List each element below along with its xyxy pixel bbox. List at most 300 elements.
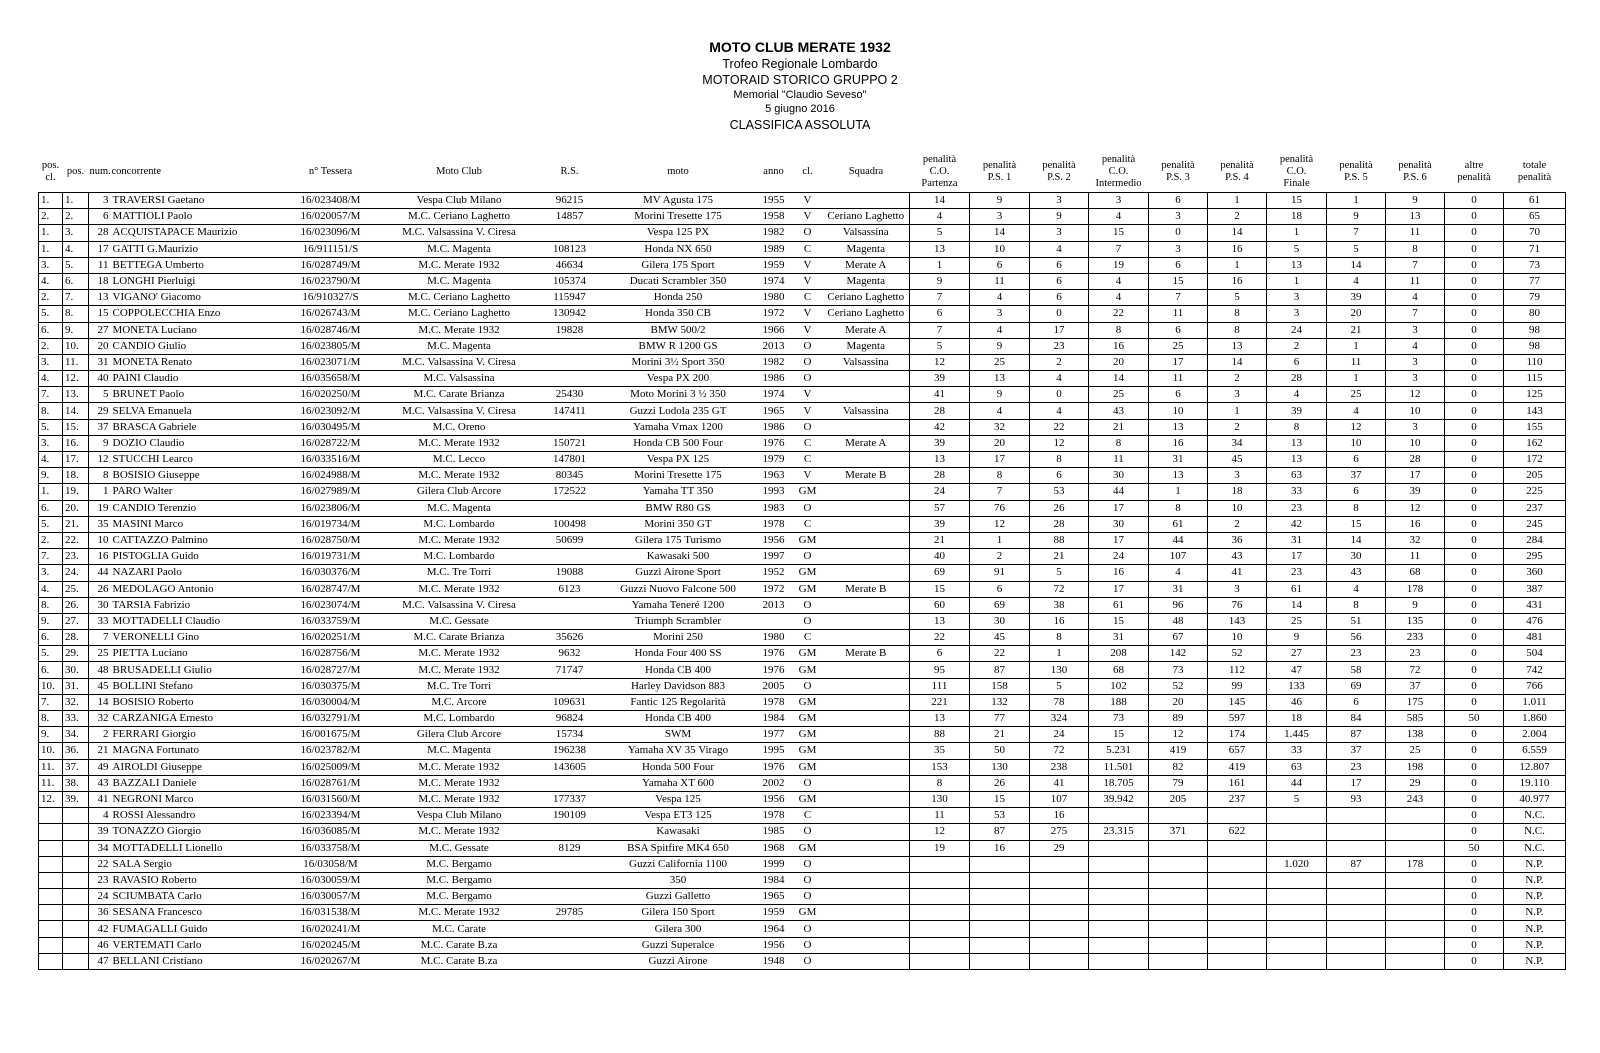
cell-squadra xyxy=(823,193,910,209)
cell-concorrente: PISTOGLIA Guido xyxy=(111,549,281,565)
cell-pen-co-intermedio: 11 xyxy=(1089,452,1149,468)
cell-totale-penalita: 431 xyxy=(1504,597,1566,613)
cell-pos-cl xyxy=(39,856,63,872)
cell-pos: 21. xyxy=(63,516,89,532)
cell-squadra xyxy=(823,532,910,548)
cell-squadra xyxy=(823,921,910,937)
cell-pen-co-partenza: 88 xyxy=(910,727,970,743)
cell-moto: Yamaha Vmax 1200 xyxy=(602,419,755,435)
cell-tessera: 16/030375/M xyxy=(281,678,381,694)
cell-squadra: Ceriano Laghetto xyxy=(823,209,910,225)
cell-pen-ps6 xyxy=(1386,937,1445,953)
cell-pos: 36. xyxy=(63,743,89,759)
cell-pen-ps4 xyxy=(1208,905,1267,921)
cell-concorrente: TRAVERSI Gaetano xyxy=(111,193,281,209)
cell-num: 5 xyxy=(89,387,111,403)
cell-pen-ps1 xyxy=(970,856,1030,872)
cell-num: 34 xyxy=(89,840,111,856)
cell-pen-ps6: 11 xyxy=(1386,273,1445,289)
cell-pen-co-partenza: 13 xyxy=(910,452,970,468)
cell-cl: V xyxy=(793,322,823,338)
cell-num: 31 xyxy=(89,354,111,370)
cell-pen-ps3: 44 xyxy=(1149,532,1208,548)
cell-totale-penalita: 172 xyxy=(1504,452,1566,468)
cell-moto: Morini 3½ Sport 350 xyxy=(602,354,755,370)
cell-moto: BMW 500/2 xyxy=(602,322,755,338)
cell-anno: 1984 xyxy=(755,872,793,888)
cell-pen-ps6: 17 xyxy=(1386,468,1445,484)
cell-concorrente: FERRARI Giorgio xyxy=(111,727,281,743)
table-row xyxy=(39,597,1566,613)
cell-rs xyxy=(538,225,602,241)
cell-pos-cl: 1. xyxy=(39,193,63,209)
cell-pen-co-intermedio: 22 xyxy=(1089,306,1149,322)
cell-pen-ps4: 8 xyxy=(1208,322,1267,338)
cell-pen-ps6: 138 xyxy=(1386,727,1445,743)
cell-altre-penalita: 0 xyxy=(1445,921,1504,937)
cell-concorrente: CARZANIGA Ernesto xyxy=(111,711,281,727)
cell-moto: Gilera 175 Turismo xyxy=(602,532,755,548)
cell-pen-ps1: 25 xyxy=(970,354,1030,370)
cell-pen-co-intermedio xyxy=(1089,937,1149,953)
cell-pen-ps1: 87 xyxy=(970,662,1030,678)
cell-concorrente: COPPOLECCHIA Enzo xyxy=(111,306,281,322)
cell-moto-club: Gilera Club Arcore xyxy=(381,727,538,743)
cell-concorrente: LONGHI Pierluigi xyxy=(111,273,281,289)
table-row xyxy=(39,953,1566,969)
cell-pen-ps5: 10 xyxy=(1327,435,1386,451)
cell-concorrente: BRUNET Paolo xyxy=(111,387,281,403)
cell-pen-ps6: 3 xyxy=(1386,419,1445,435)
cell-concorrente: MOTTADELLI Lionello xyxy=(111,840,281,856)
cell-squadra: Merate B xyxy=(823,581,910,597)
cell-pen-ps2: 6 xyxy=(1030,273,1089,289)
cell-num: 32 xyxy=(89,711,111,727)
cell-pos-cl: 2. xyxy=(39,209,63,225)
cell-anno: 1965 xyxy=(755,403,793,419)
cell-altre-penalita: 0 xyxy=(1445,597,1504,613)
cell-pen-ps4: 2 xyxy=(1208,516,1267,532)
cell-num: 17 xyxy=(89,241,111,257)
cell-pen-co-partenza: 130 xyxy=(910,791,970,807)
cell-moto: BMW R 1200 GS xyxy=(602,338,755,354)
cell-pen-co-finale: 18 xyxy=(1267,711,1327,727)
cell-pen-co-intermedio: 73 xyxy=(1089,711,1149,727)
cell-pos-cl: 2. xyxy=(39,338,63,354)
cell-altre-penalita: 0 xyxy=(1445,889,1504,905)
cell-concorrente: CANDIO Giulio xyxy=(111,338,281,354)
cell-pen-ps2: 16 xyxy=(1030,808,1089,824)
cell-totale-penalita: 476 xyxy=(1504,613,1566,629)
cell-cl: GM xyxy=(793,694,823,710)
cell-rs xyxy=(538,678,602,694)
cell-moto: Kawasaki xyxy=(602,824,755,840)
cell-num: 29 xyxy=(89,403,111,419)
cell-anno: 1980 xyxy=(755,290,793,306)
cell-pen-ps2 xyxy=(1030,905,1089,921)
cell-num: 26 xyxy=(89,581,111,597)
cell-anno: 1997 xyxy=(755,549,793,565)
cell-pos xyxy=(63,889,89,905)
cell-pen-co-intermedio: 68 xyxy=(1089,662,1149,678)
cell-pen-co-partenza: 12 xyxy=(910,824,970,840)
cell-pen-co-intermedio: 3 xyxy=(1089,193,1149,209)
cell-moto: Fantic 125 Regolarità xyxy=(602,694,755,710)
cell-concorrente: MOTTADELLI Claudio xyxy=(111,613,281,629)
cell-pos-cl xyxy=(39,808,63,824)
cell-pen-ps4: 145 xyxy=(1208,694,1267,710)
cell-moto-club: M.C. Bergamo xyxy=(381,856,538,872)
cell-tessera: 16/028746/M xyxy=(281,322,381,338)
cell-pen-ps3 xyxy=(1149,921,1208,937)
table-row xyxy=(39,387,1566,403)
cell-moto: Moto Morini 3 ½ 350 xyxy=(602,387,755,403)
cell-totale-penalita: N.C. xyxy=(1504,840,1566,856)
cell-pen-ps6: 32 xyxy=(1386,532,1445,548)
cell-pen-co-finale: 24 xyxy=(1267,322,1327,338)
cell-pos: 16. xyxy=(63,435,89,451)
cell-pen-ps4: 161 xyxy=(1208,775,1267,791)
cell-squadra: Merate A xyxy=(823,435,910,451)
cell-moto-club: M.C. Merate 1932 xyxy=(381,257,538,273)
cell-pen-ps4 xyxy=(1208,840,1267,856)
cell-pen-co-partenza: 69 xyxy=(910,565,970,581)
cell-tessera: 16/026743/M xyxy=(281,306,381,322)
cell-pen-ps3: 15 xyxy=(1149,273,1208,289)
cell-num: 39 xyxy=(89,824,111,840)
cell-moto: BSA Spitfire MK4 650 xyxy=(602,840,755,856)
cell-num: 19 xyxy=(89,500,111,516)
club-title: MOTO CLUB MERATE 1932 xyxy=(709,39,891,55)
cell-pen-ps5: 21 xyxy=(1327,322,1386,338)
cell-tessera: 16/031538/M xyxy=(281,905,381,921)
cell-pen-ps5: 1 xyxy=(1327,371,1386,387)
cell-pen-ps4: 237 xyxy=(1208,791,1267,807)
cell-altre-penalita: 0 xyxy=(1445,209,1504,225)
cell-moto-club: M.C. Oreno xyxy=(381,419,538,435)
cell-totale-penalita: 481 xyxy=(1504,630,1566,646)
cell-pos: 37. xyxy=(63,759,89,775)
cell-pen-co-finale: 9 xyxy=(1267,630,1327,646)
cell-cl: V xyxy=(793,257,823,273)
cell-moto: Yamaha XT 600 xyxy=(602,775,755,791)
column-header-tessera: n° Tessera xyxy=(308,166,353,177)
cell-pen-co-intermedio xyxy=(1089,921,1149,937)
cell-concorrente: TARSIA Fabrizio xyxy=(111,597,281,613)
cell-altre-penalita: 0 xyxy=(1445,354,1504,370)
cell-pen-ps2: 275 xyxy=(1030,824,1089,840)
cell-pen-co-intermedio: 15 xyxy=(1089,613,1149,629)
cell-pos xyxy=(63,937,89,953)
cell-pen-co-intermedio: 15 xyxy=(1089,727,1149,743)
cell-concorrente: MEDOLAGO Antonio xyxy=(111,581,281,597)
cell-pen-ps6: 13 xyxy=(1386,209,1445,225)
cell-rs xyxy=(538,354,602,370)
cell-pen-co-partenza xyxy=(910,872,970,888)
cell-tessera: 16/025009/M xyxy=(281,759,381,775)
cell-pen-ps6: 7 xyxy=(1386,257,1445,273)
cell-pos-cl: 7. xyxy=(39,387,63,403)
cell-moto-club: Vespa Club Milano xyxy=(381,193,538,209)
cell-concorrente: MAGNA Fortunato xyxy=(111,743,281,759)
cell-squadra xyxy=(823,905,910,921)
table-row xyxy=(39,516,1566,532)
cell-pos: 1. xyxy=(63,193,89,209)
table-row xyxy=(39,338,1566,354)
table-row xyxy=(39,354,1566,370)
cell-anno: 1986 xyxy=(755,419,793,435)
cell-totale-penalita: 61 xyxy=(1504,193,1566,209)
cell-pen-ps5: 4 xyxy=(1327,581,1386,597)
cell-pen-co-partenza: 22 xyxy=(910,630,970,646)
cell-num: 24 xyxy=(89,889,111,905)
cell-pen-ps6: 11 xyxy=(1386,549,1445,565)
cell-pen-ps4: 174 xyxy=(1208,727,1267,743)
cell-pen-ps4: 14 xyxy=(1208,225,1267,241)
cell-pos: 29. xyxy=(63,646,89,662)
cell-anno: 1978 xyxy=(755,516,793,532)
cell-pen-co-partenza xyxy=(910,937,970,953)
cell-pen-ps1: 4 xyxy=(970,290,1030,306)
cell-pen-ps5 xyxy=(1327,905,1386,921)
cell-pos xyxy=(63,856,89,872)
cell-moto: Gilera 300 xyxy=(602,921,755,937)
cell-pen-ps2: 38 xyxy=(1030,597,1089,613)
cell-moto: Vespa 125 PX xyxy=(602,225,755,241)
cell-pen-ps3: 52 xyxy=(1149,678,1208,694)
cell-anno: 2013 xyxy=(755,597,793,613)
cell-pen-co-finale xyxy=(1267,872,1327,888)
cell-pen-ps6: 3 xyxy=(1386,371,1445,387)
column-header-anno: anno xyxy=(763,166,784,177)
cell-pen-ps3: 48 xyxy=(1149,613,1208,629)
cell-pen-co-finale xyxy=(1267,953,1327,969)
table-row xyxy=(39,937,1566,953)
cell-pen-ps5: 11 xyxy=(1327,354,1386,370)
cell-cl: C xyxy=(793,452,823,468)
cell-pen-ps2: 238 xyxy=(1030,759,1089,775)
cell-pen-co-intermedio: 19 xyxy=(1089,257,1149,273)
cell-concorrente: FUMAGALLI Guido xyxy=(111,921,281,937)
cell-pos-cl: 11. xyxy=(39,775,63,791)
cell-moto-club: M.C. Merate 1932 xyxy=(381,322,538,338)
cell-anno: 1948 xyxy=(755,953,793,969)
column-header-pos-cl: pos. cl. xyxy=(41,160,60,183)
cell-anno: 1959 xyxy=(755,257,793,273)
table-row xyxy=(39,678,1566,694)
cell-totale-penalita: 245 xyxy=(1504,516,1566,532)
cell-pos-cl xyxy=(39,889,63,905)
cell-pen-ps2: 4 xyxy=(1030,371,1089,387)
cell-totale-penalita: 1.860 xyxy=(1504,711,1566,727)
cell-pos: 26. xyxy=(63,597,89,613)
cell-pen-ps4: 41 xyxy=(1208,565,1267,581)
cell-cl: O xyxy=(793,775,823,791)
cell-pen-ps6 xyxy=(1386,824,1445,840)
table-row xyxy=(39,856,1566,872)
cell-pos: 15. xyxy=(63,419,89,435)
cell-altre-penalita: 0 xyxy=(1445,241,1504,257)
cell-pen-ps5 xyxy=(1327,953,1386,969)
cell-moto: Honda Four 400 SS xyxy=(602,646,755,662)
results-body xyxy=(39,193,1566,970)
cell-anno: 1963 xyxy=(755,468,793,484)
cell-pos: 39. xyxy=(63,791,89,807)
cell-altre-penalita: 0 xyxy=(1445,435,1504,451)
cell-pen-ps2: 22 xyxy=(1030,419,1089,435)
cell-totale-penalita: 98 xyxy=(1504,322,1566,338)
cell-tessera: 16/033516/M xyxy=(281,452,381,468)
cell-moto-club: M.C. Valsassina V. Ciresa xyxy=(381,597,538,613)
cell-num: 41 xyxy=(89,791,111,807)
cell-moto-club: M.C. Merate 1932 xyxy=(381,775,538,791)
cell-squadra xyxy=(823,565,910,581)
cell-squadra xyxy=(823,597,910,613)
cell-pen-ps1: 32 xyxy=(970,419,1030,435)
cell-pen-ps5: 51 xyxy=(1327,613,1386,629)
cell-pen-co-intermedio: 39.942 xyxy=(1089,791,1149,807)
cell-pen-ps3: 6 xyxy=(1149,322,1208,338)
cell-pen-ps5: 15 xyxy=(1327,516,1386,532)
cell-pos-cl: 5. xyxy=(39,419,63,435)
cell-squadra: Merate B xyxy=(823,646,910,662)
table-row xyxy=(39,613,1566,629)
column-header-moto: moto xyxy=(667,166,689,177)
cell-pen-co-partenza: 221 xyxy=(910,694,970,710)
cell-anno: 1955 xyxy=(755,193,793,209)
cell-anno: 1965 xyxy=(755,889,793,905)
cell-pen-ps3: 13 xyxy=(1149,468,1208,484)
cell-pen-co-partenza: 57 xyxy=(910,500,970,516)
cell-pen-ps3: 6 xyxy=(1149,387,1208,403)
cell-pen-ps4 xyxy=(1208,921,1267,937)
cell-pen-ps5: 30 xyxy=(1327,549,1386,565)
cell-totale-penalita: 2.004 xyxy=(1504,727,1566,743)
cell-moto: Harley Davidson 883 xyxy=(602,678,755,694)
cell-anno: 1993 xyxy=(755,484,793,500)
cell-altre-penalita: 0 xyxy=(1445,694,1504,710)
cell-cl: GM xyxy=(793,711,823,727)
cell-pen-ps5: 37 xyxy=(1327,468,1386,484)
cell-pen-ps2: 41 xyxy=(1030,775,1089,791)
cell-pen-ps3: 7 xyxy=(1149,290,1208,306)
cell-rs: 50699 xyxy=(538,532,602,548)
table-row xyxy=(39,500,1566,516)
cell-cl: O xyxy=(793,872,823,888)
cell-concorrente: TONAZZO Giorgio xyxy=(111,824,281,840)
cell-cl: GM xyxy=(793,532,823,548)
cell-pen-ps4: 43 xyxy=(1208,549,1267,565)
cell-pen-co-intermedio xyxy=(1089,889,1149,905)
cell-pos: 33. xyxy=(63,711,89,727)
table-row xyxy=(39,727,1566,743)
cell-totale-penalita: 19.110 xyxy=(1504,775,1566,791)
cell-squadra xyxy=(823,775,910,791)
cell-pos-cl: 5. xyxy=(39,646,63,662)
cell-pen-ps3 xyxy=(1149,937,1208,953)
table-row xyxy=(39,273,1566,289)
cell-tessera: 16/023394/M xyxy=(281,808,381,824)
cell-altre-penalita: 0 xyxy=(1445,630,1504,646)
cell-totale-penalita: 110 xyxy=(1504,354,1566,370)
cell-altre-penalita: 0 xyxy=(1445,549,1504,565)
cell-pen-ps5: 1 xyxy=(1327,193,1386,209)
cell-pos-cl: 1. xyxy=(39,225,63,241)
cell-tessera: 16/028727/M xyxy=(281,662,381,678)
cell-pen-ps4: 34 xyxy=(1208,435,1267,451)
cell-pen-ps2: 72 xyxy=(1030,581,1089,597)
cell-pos-cl: 4. xyxy=(39,452,63,468)
cell-pen-ps6 xyxy=(1386,921,1445,937)
cell-pen-ps5: 12 xyxy=(1327,419,1386,435)
cell-pen-ps6 xyxy=(1386,840,1445,856)
cell-pos-cl: 5. xyxy=(39,516,63,532)
table-row xyxy=(39,403,1566,419)
cell-pos-cl: 6. xyxy=(39,322,63,338)
cell-pen-ps3: 12 xyxy=(1149,727,1208,743)
cell-pen-ps3: 10 xyxy=(1149,403,1208,419)
cell-pos: 25. xyxy=(63,581,89,597)
cell-pen-ps2: 4 xyxy=(1030,241,1089,257)
cell-moto: Honda CB 500 Four xyxy=(602,435,755,451)
cell-pen-ps5: 84 xyxy=(1327,711,1386,727)
table-row xyxy=(39,824,1566,840)
cell-moto-club: M.C. Carate Brianza xyxy=(381,387,538,403)
cell-rs xyxy=(538,937,602,953)
cell-anno: 1956 xyxy=(755,791,793,807)
cell-squadra xyxy=(823,500,910,516)
cell-squadra xyxy=(823,808,910,824)
cell-cl: GM xyxy=(793,905,823,921)
cell-totale-penalita: 360 xyxy=(1504,565,1566,581)
cell-moto: Yamaha Teneré 1200 xyxy=(602,597,755,613)
cell-tessera: 16/910327/S xyxy=(281,290,381,306)
table-row xyxy=(39,905,1566,921)
cell-concorrente: BOSISIO Giuseppe xyxy=(111,468,281,484)
trophy-subtitle: Trofeo Regionale Lombardo xyxy=(722,57,878,71)
cell-moto-club: M.C. Carate xyxy=(381,921,538,937)
cell-pen-ps6: 25 xyxy=(1386,743,1445,759)
cell-concorrente: STUCCHI Learco xyxy=(111,452,281,468)
cell-tessera: 16/023805/M xyxy=(281,338,381,354)
cell-squadra xyxy=(823,630,910,646)
cell-pos: 2. xyxy=(63,209,89,225)
cell-pen-ps4: 2 xyxy=(1208,371,1267,387)
cell-pen-ps2: 24 xyxy=(1030,727,1089,743)
cell-pen-ps3: 25 xyxy=(1149,338,1208,354)
cell-tessera: 16/035658/M xyxy=(281,371,381,387)
cell-concorrente: PIETTA Luciano xyxy=(111,646,281,662)
table-row xyxy=(39,225,1566,241)
cell-pen-ps3: 11 xyxy=(1149,306,1208,322)
cell-squadra: Merate B xyxy=(823,468,910,484)
cell-pen-ps3: 1 xyxy=(1149,484,1208,500)
table-row xyxy=(39,468,1566,484)
cell-pen-co-partenza: 39 xyxy=(910,516,970,532)
cell-moto-club: M.C. Merate 1932 xyxy=(381,791,538,807)
cell-pen-co-intermedio xyxy=(1089,953,1149,969)
cell-pen-ps5: 39 xyxy=(1327,290,1386,306)
cell-tessera: 16/027989/M xyxy=(281,484,381,500)
cell-pos: 34. xyxy=(63,727,89,743)
cell-pen-ps3 xyxy=(1149,840,1208,856)
cell-pos-cl xyxy=(39,840,63,856)
cell-pen-ps3: 6 xyxy=(1149,193,1208,209)
cell-rs: 190109 xyxy=(538,808,602,824)
cell-pos-cl: 4. xyxy=(39,581,63,597)
cell-moto: Vespa PX 200 xyxy=(602,371,755,387)
cell-pos: 11. xyxy=(63,354,89,370)
